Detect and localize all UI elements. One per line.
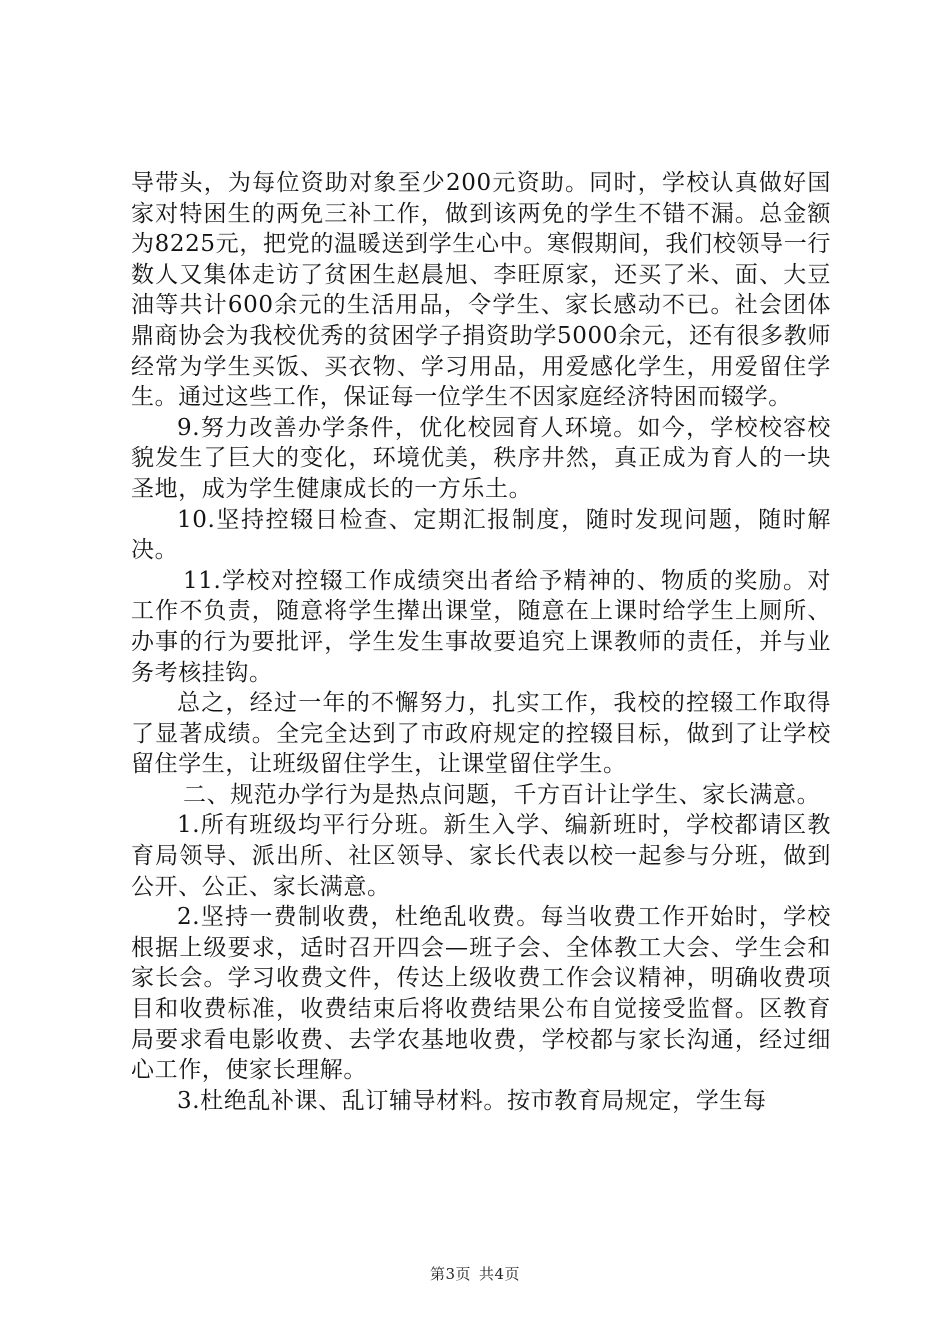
page-total: 共4页 (479, 1265, 521, 1283)
document-body (131, 168, 831, 1116)
paragraph-section2-item-1: 1.所有班级均平行分班。新生入学、编新班时，学校都请区教育局领导、派出所、社区领导、家长代表以校一起参与分班，做到公开、公正、家长满意。 (131, 812, 831, 900)
paragraph-item-10: 10.坚持控辍日检查、定期汇报制度，随时发现问题，随时解决。 (131, 506, 831, 564)
section-heading-2: 二、规范办学行为是热点问题，千方百计让学生、家长满意。 (183, 781, 821, 808)
paragraph-section2-item-2: 2.坚持一费制收费，杜绝乱收费。每当收费工作开始时，学校根据上级要求，适时召开四会—班子会、全体教工大会、学生会和家长会。学习收费文件，传达上级收费工作会议精神，明确收费项目和收费标准，收费结束后将收费结果公布自觉接受监督。区教育局要求看电影收费、去学农基地收费，学校都与家长沟通，经过细心工作，使家长理解。 (131, 904, 831, 1084)
paragraph-item-11: 11.学校对控辍工作成绩突出者给予精神的、物质的奖励。对工作不负责，随意将学生撵出课堂，随意在上课时给学生上厕所、办事的行为要批评，学生发生事故要追究上课教师的责任，并与业务考核挂钩。 (131, 567, 831, 686)
page-number: 第3页 (429, 1265, 471, 1283)
paragraph-section2-item-3: 3.杜绝乱补课、乱订辅导材料。按市教育局规定，学生每 (177, 1087, 767, 1114)
paragraph-summary: 总之，经过一年的不懈努力，扎实工作，我校的控辍工作取得了显著成绩。全完全达到了市政府规定的控辍目标，做到了让学校留住学生，让班级留住学生，让课堂留住学生。 (131, 690, 831, 778)
paragraph-item-9: 9.努力改善办学条件，优化校园育人环境。如今，学校校容校貌发生了巨大的变化，环境优美，秩序井然，真正成为育人的一块圣地，成为学生健康成长的一方乐土。 (131, 414, 831, 502)
page-footer (0, 1263, 950, 1284)
paragraph-student-aid: 导带头，为每位资助对象至少200元资助。同时，学校认真做好国家对特困生的两免三补工作，做到该两免的学生不错不漏。总金额为8225元，把党的温暖送到学生心中。寒假期间，我们校领导一行数人又集体走访了贫困生赵晨旭、李旺原家，还买了米、面、大豆油等共计600余元的生活用品，令学生、家长感动不已。社会团体鼎商协会为我校优秀的贫困学子捐资助学5000余元，还有很多教师经常为学生买饭、买衣物、学习用品，用爱感化学生，用爱留住学生。通过这些工作，保证每一位学生不因家庭经济特困而辍学。 (131, 170, 831, 411)
